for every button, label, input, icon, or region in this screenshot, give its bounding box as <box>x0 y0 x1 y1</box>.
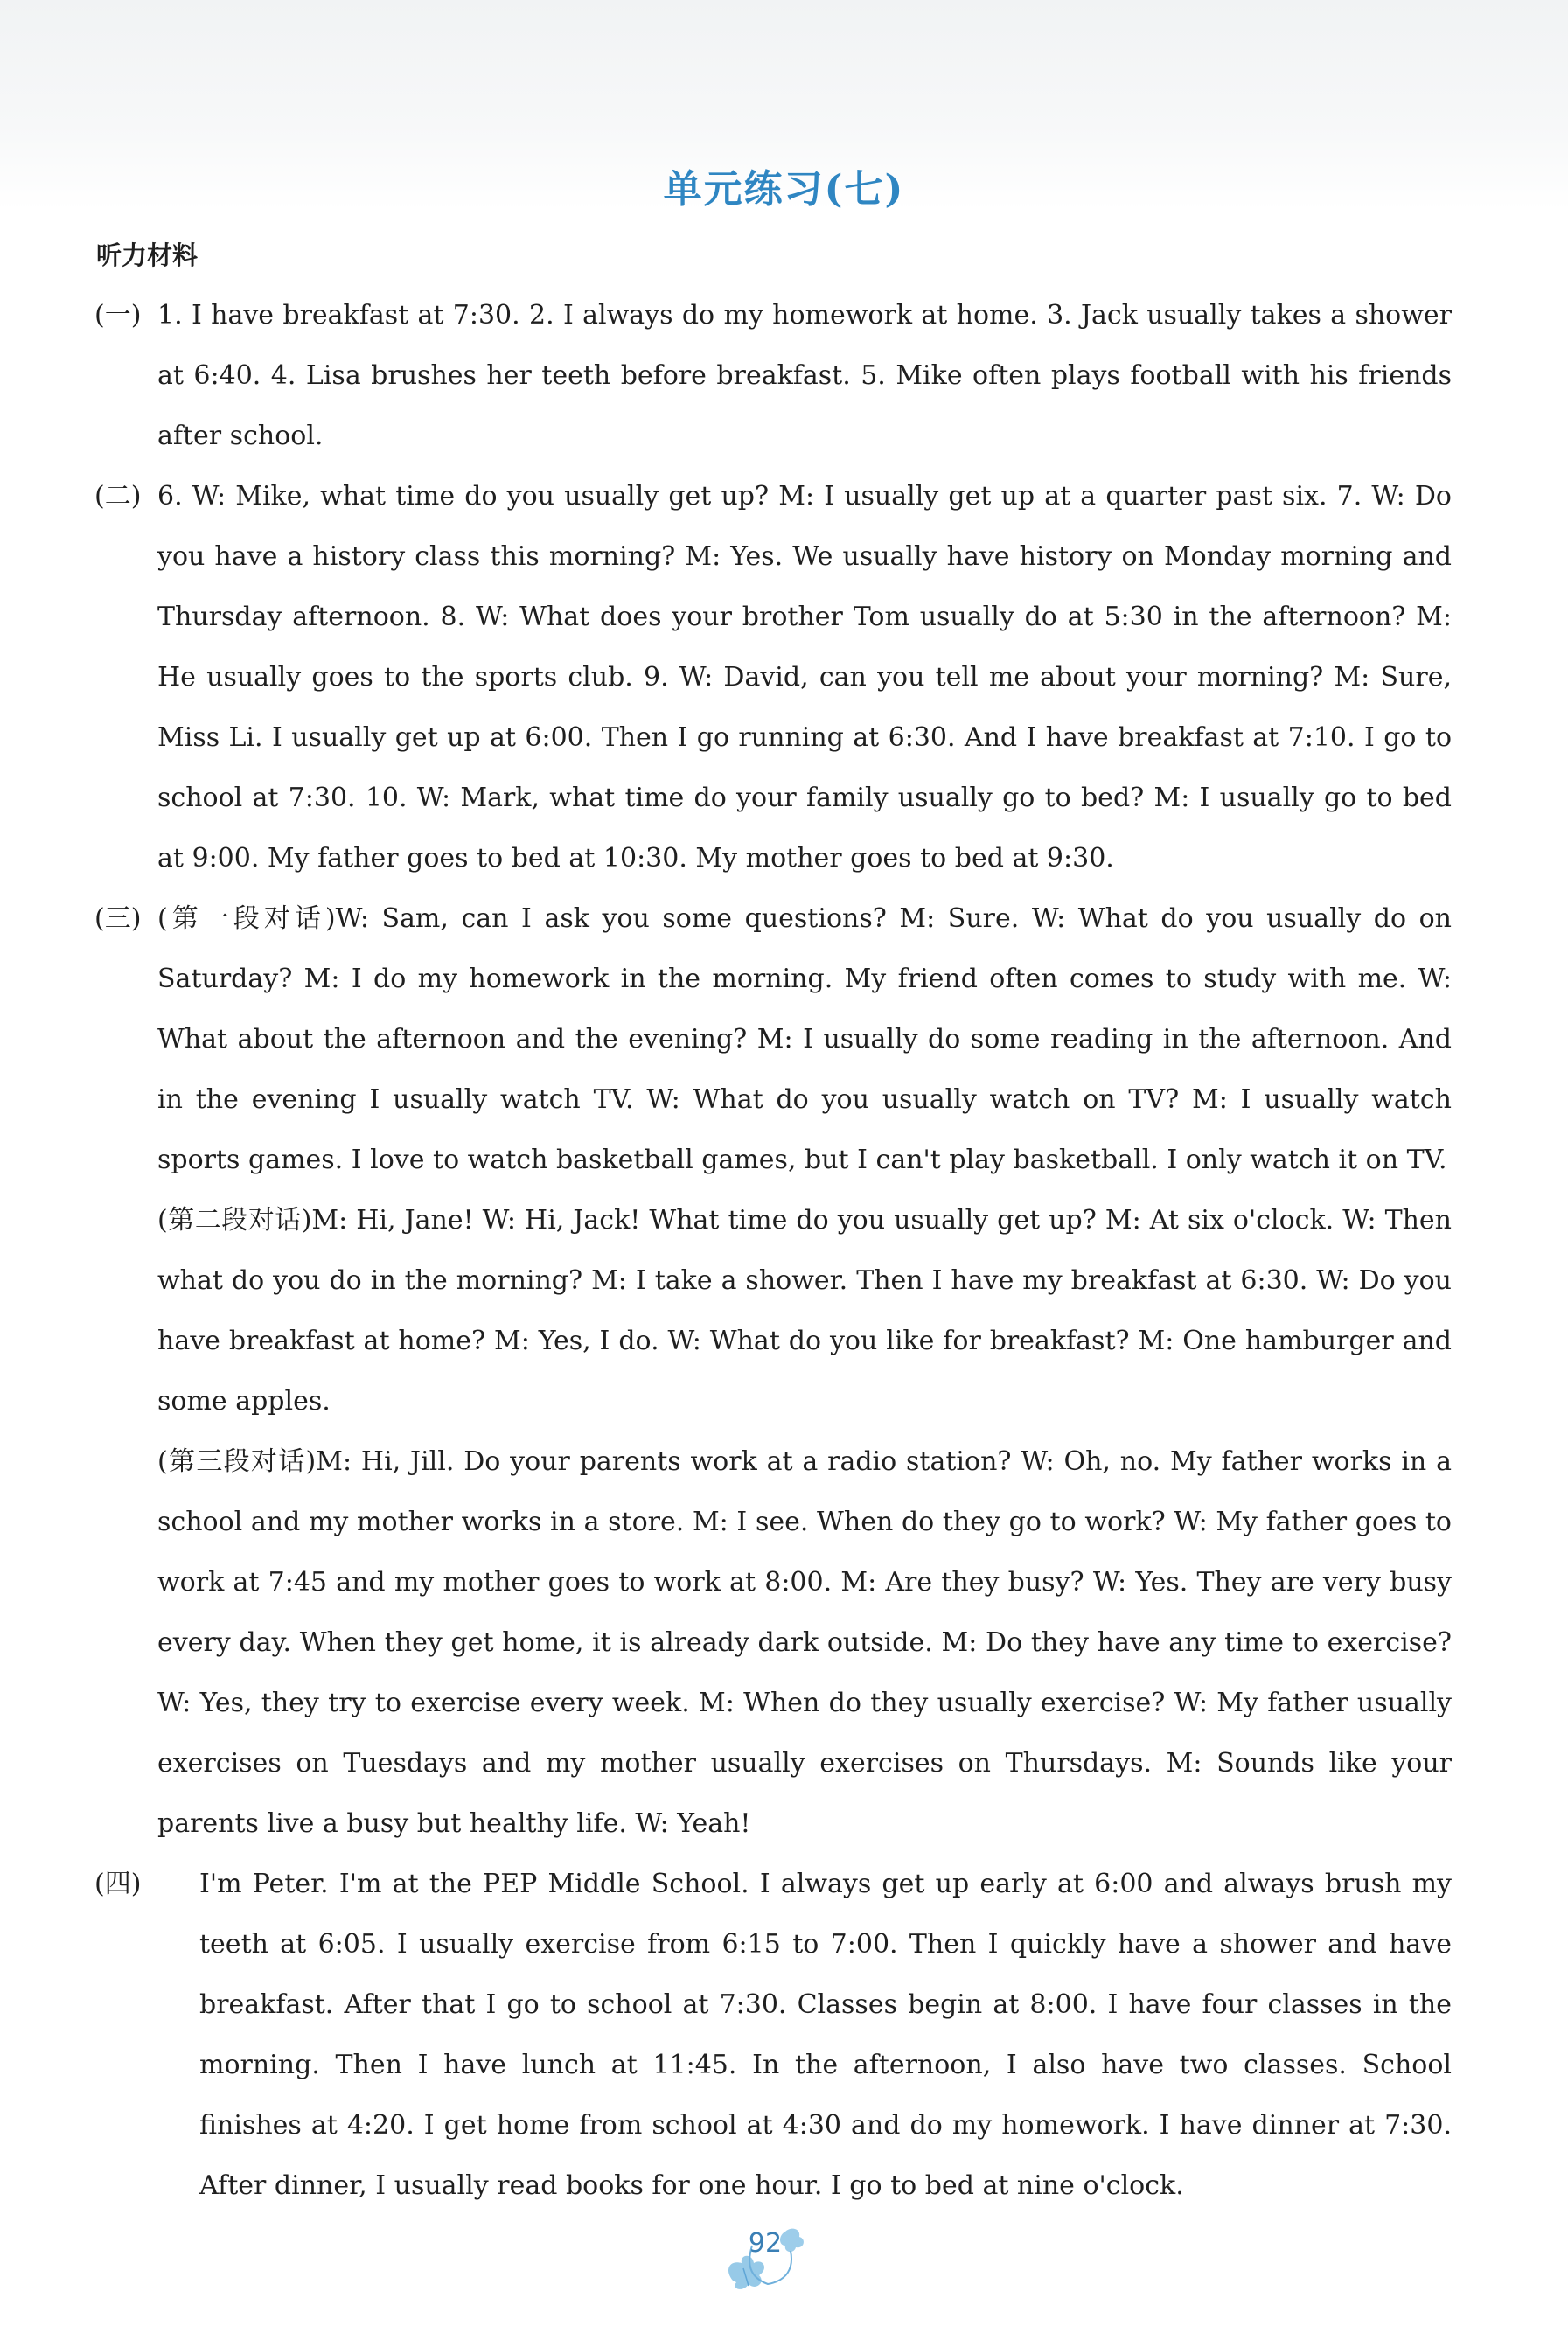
section-label: 听力材料 <box>96 240 199 270</box>
paragraph-number: (三) <box>94 903 142 934</box>
paragraph-text: 1. I have breakfast at 7:30. 2. I always do my homework at home. 3. Jack usually takes a shower at 6:40. 4. Lisa brushes her teeth before breakfast. 5. Mike often plays football with his friends after school. <box>157 300 1452 451</box>
paragraph-2 <box>94 466 1452 888</box>
paragraph-text: I'm Peter. I'm at the PEP Middle School. I always get up early at 6:00 and always brush my teeth at 6:05. I usually exercise from 6:15 to 7:00. Then I quickly have a shower and have breakfast. After that I go to school at 7:30. Classes begin at 8:00. I have four classes in the morning. Then I have lunch at 11:45. In the afternoon, I also have two classes. School finishes at 4:20. I get home from school at 4:30 and do my homework. I have dinner at 7:30. After dinner, I usually read books for one hour. I go to bed at nine o'clock. <box>199 1869 1452 2201</box>
page-title: 单元练习(七) <box>663 167 905 212</box>
paragraph-4 <box>94 1854 1452 2216</box>
paragraph-text: 6. W: Mike, what time do you usually get up? M: I usually get up at a quarter past six. 7. W: Do you have a history class this morning? M: Yes. We usually have history on Monday morning and Thursday afternoon. 8. W: What does your brother Tom usually do at 5:30 in the afternoon? M: He usually goes to the sports club. 9. W: David, can you tell me about your morning? M: Sure, Miss Li. I usually get up at 6:00. Then I go running at 6:30. And I have breakfast at 7:10. I go to school at 7:30. 10. W: Mark, what time do your family usually go to bed? M: I usually go to bed at 9:00. My father goes to bed at 10:30. My mother goes to bed at 9:30. <box>157 481 1452 874</box>
dialogue-2: (第二段对话)M: Hi, Jane! W: Hi, Jack! What time do you usually get up? M: At six o'clock. W: Then what do you do in the morning? M: I take a shower. Then I have my breakfast at 6:30. W: Do you have breakfast at home? M: Yes, I do. W: What do you like for breakfast? M: One hamburger and some apples. <box>157 1205 1452 1417</box>
dialogue-1: (第一段对话)W: Sam, can I ask you some questions? M: Sure. W: What do you usually do on Saturday? M: I do my homework in the morning. My friend often comes to study with me. W: What about the afternoon and the evening? M: I usually do some reading in the afternoon. And in the evening I usually watch TV. W: What do you usually watch on TV? M: I usually watch sports games. I love to watch basketball games, but I can't play basketball. I only watch it on TV. <box>157 903 1452 1175</box>
page-number-block <box>717 2219 813 2298</box>
paragraph-number: (四) <box>94 1869 142 1899</box>
paragraph-number: (二) <box>94 481 142 512</box>
paragraph-1 <box>94 285 1452 466</box>
paragraph-3 <box>94 888 1452 1854</box>
page-number: 92 <box>748 2228 783 2259</box>
listening-transcript <box>94 285 1452 2216</box>
dialogue-3: (第三段对话)M: Hi, Jill. Do your parents work at a radio station? W: Oh, no. My father works in a school and my mother works in a store. M: I see. When do they go to work? W: My father goes to work at 7:45 and my mother goes to work at 8:00. M: Are they busy? W: Yes. They are very busy every day. When they get home, it is already dark outside. M: Do they have any time to exercise? W: Yes, they try to exercise every week. M: When do they usually exercise? W: My father usually exercises on Tuesdays and my mother usually exercises on Thursdays. M: Sounds like your parents live a busy but healthy life. W: Yeah! <box>157 1446 1452 1839</box>
paragraph-number: (一) <box>94 300 142 331</box>
